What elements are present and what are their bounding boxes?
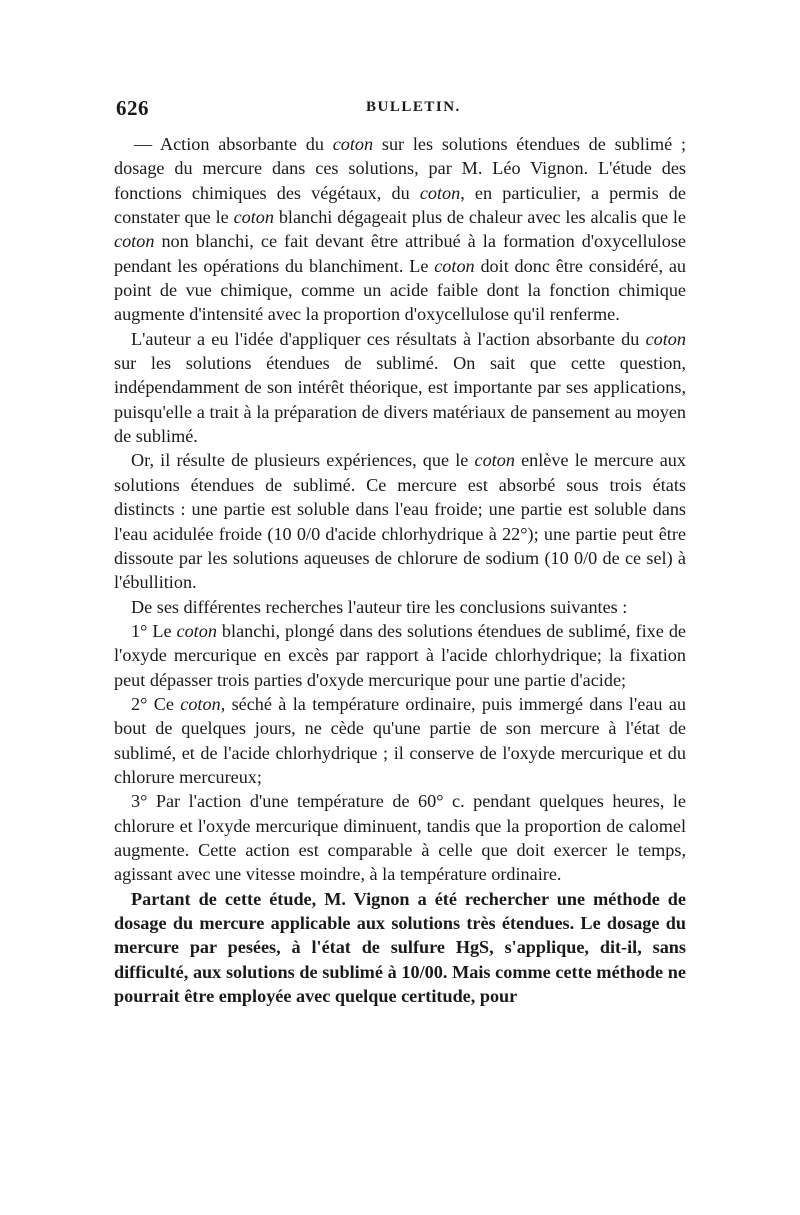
page-number: 626: [116, 96, 149, 120]
paragraph-conclusions-intro: De ses différentes recherches l'auteur tire les conclusions suivantes :: [131, 596, 628, 617]
conclusion-item-2: 2° Ce coton, séché à la température ordinaire, puis immergé dans l'eau au bout de quelques jours, ne cède qu'une partie de son mercure à l'état de sublimé, et de l'acide chlorhydrique ; il conserve de l'oxyde mercurique et du chlorure mercureux;: [114, 693, 686, 787]
paragraph-intro: — Action absorbante du coton sur les solutions étendues de sublimé ; dosage du mercure dans ces solutions, par M. Léo Vignon. L'étude des fonctions chimiques des végétaux, du coton, en particulier, a permis de constater que le coton blanchi dégageait plus de chaleur avec les alcalis que le coton non blanchi, ce fait devant être attribué à la formation d'oxycellulose pendant les opérations du blanchiment. Le coton doit donc être considéré, au point de vue chimique, comme un acide faible dont la fonction chimique augmente d'intensité avec la proportion d'oxycellulose qu'il renferme.: [114, 134, 687, 325]
running-head: BULLETIN.: [366, 99, 461, 115]
paragraph-results: Or, il résulte de plusieurs expériences, que le coton enlève le mercure aux solutions étendues de sublimé. Ce mercure est absorbé sous trois états distincts : une partie est soluble dans l'eau froide; une partie est soluble dans l'eau acidulée froide (10 0/0 d'acide chlorhydrique à 22°); une partie peut être dissoute par les solutions aqueuses de chlorure de sodium (10 0/0 de ce sel) à l'ébullition.: [114, 450, 686, 593]
conclusion-item-3: 3° Par l'action d'une température de 60° c. pendant quelques heures, le chlorure et l'oxyde mercurique diminuent, tandis que la proportion de calomel augmente. Cette action est comparable à celle que doit exercer le temps, agissant avec une vitesse moindre, à la température ordinaire.: [114, 791, 686, 885]
page-header: [116, 96, 686, 126]
conclusion-item-1: 1° Le coton blanchi, plongé dans des solutions étendues de sublimé, fixe de l'oxyde mercurique en excès par rapport à l'acide chlorhydrique; la fixation peut dépasser trois parties d'oxyde mercurique pour une partie d'acide;: [114, 620, 686, 690]
paragraph-method: Partant de cette étude, M. Vignon a été rechercher une méthode de dosage du mercure applicable aux solutions très étendues. Le dosage du mercure par pesées, à l'état de sulfure HgS, s'applique, dit-il, sans difficulté, aux solutions de sublimé à 10/00. Mais comme cette méthode ne pourrait être employée avec quelque certitude, pour: [114, 888, 686, 1007]
article-body: [114, 132, 686, 1008]
paragraph-idea: L'auteur a eu l'idée d'appliquer ces résultats à l'action absorbante du coton sur les solutions étendues de sublimé. On sait que cette question, indépendamment de son intérêt théorique, est importante par ses applications, puisqu'elle a trait à la préparation de divers matériaux de pansement au moyen de sublimé.: [114, 328, 686, 447]
